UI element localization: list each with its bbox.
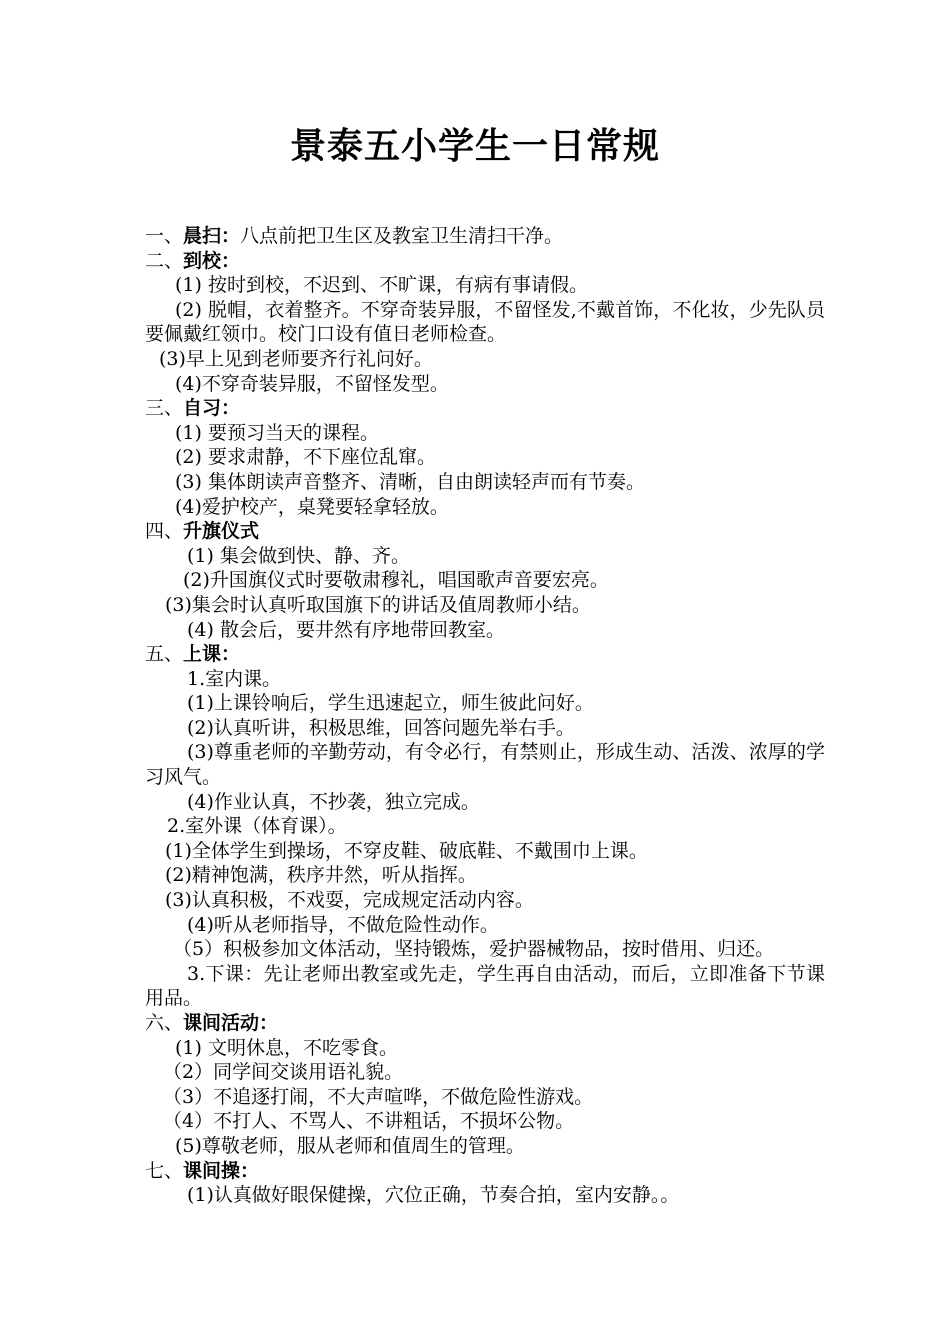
section-number: 七、 <box>145 1159 184 1182</box>
line-text: (1)认真做好眼保健操，穴位正确，节奏合拍，室内安静。。 <box>187 1184 680 1207</box>
rule-item <box>145 618 825 643</box>
rule-item <box>145 667 825 692</box>
line-text: (1) 集会做到快、静、齐。 <box>187 544 410 567</box>
section-label: 到校： <box>183 249 241 272</box>
section-number: 四、 <box>145 520 184 543</box>
rule-item <box>145 790 825 815</box>
rule-item <box>145 814 825 839</box>
rule-item <box>145 445 825 470</box>
line-text: (1)上课铃响后，学生迅速起立，师生彼此问好。 <box>187 692 594 715</box>
section-label: 上课： <box>183 643 241 666</box>
section-heading <box>145 1011 825 1036</box>
line-text: (5)尊敬老师，服从老师和值周生的管理。 <box>175 1134 525 1157</box>
line-text: (3)认真积极，不戏耍，完成规定活动内容。 <box>165 889 534 912</box>
section-heading <box>145 519 825 544</box>
rule-item <box>145 495 825 520</box>
rule-item <box>145 470 825 495</box>
section-heading <box>145 224 825 249</box>
section-number: 五、 <box>145 643 184 666</box>
rule-item <box>145 839 825 864</box>
line-text: (3)集会时认真听取国旗下的讲话及值周教师小结。 <box>165 593 591 616</box>
line-text: (3)尊重老师的辛勤劳动，有令必行，有禁则止，形成生动、活泼、浓厚的学习风气。 <box>145 741 825 789</box>
rule-item <box>145 1060 825 1085</box>
line-text: (3) 集体朗读声音整齐、清晰，自由朗读轻声而有节奏。 <box>175 470 645 493</box>
line-text: 1.室内课。 <box>187 667 282 690</box>
line-text: (1) 文明休息，不吃零食。 <box>175 1036 398 1059</box>
line-text: (4)听从老师指导，不做危险性动作。 <box>187 913 499 936</box>
section-number: 二、 <box>145 249 184 272</box>
section-label: 升旗仪式 <box>183 520 260 543</box>
line-text: (2)认真听讲，积极思维，回答问题先举右手。 <box>187 716 575 739</box>
line-text: (4) 散会后，要井然有序地带回教室。 <box>187 618 505 641</box>
line-text: 3.下课：先让老师出教室或先走，学生再自由活动，而后，立即准备下节课用品。 <box>145 962 825 1010</box>
line-text: 2.室外课（体育课）。 <box>167 815 347 838</box>
rule-item <box>145 937 825 962</box>
line-text: （3）不追逐打闹，不大声喧哗，不做危险性游戏。 <box>163 1085 594 1108</box>
line-text: (2) 脱帽，衣着整齐。不穿奇装异服，不留怪发,不戴首饰，不化妆，少先队员要佩戴红领巾。校门口设有值日老师检查。 <box>145 298 825 346</box>
rule-item <box>145 716 825 741</box>
section-heading <box>145 642 825 667</box>
line-text: (1) 要预习当天的课程。 <box>175 421 379 444</box>
rule-item <box>145 962 825 1011</box>
line-text: (1) 按时到校，不迟到、不旷课，有病有事请假。 <box>175 274 588 297</box>
rule-item <box>145 273 825 298</box>
line-text: （4）不打人、不骂人、不讲粗话，不损坏公物。 <box>163 1110 575 1133</box>
rule-item <box>145 593 825 618</box>
line-text: (1)全体学生到操场，不穿皮鞋、破底鞋、不戴围巾上课。 <box>165 839 648 862</box>
line-text: (2) 要求肃静，不下座位乱窜。 <box>175 446 436 469</box>
rule-item <box>145 298 825 347</box>
line-text: (2)精神饱满，秩序井然，听从指挥。 <box>165 864 477 887</box>
rule-item <box>145 913 825 938</box>
line-text: (4)爱护校产，桌凳要轻拿轻放。 <box>175 495 449 518</box>
line-text: (3)早上见到老师要齐行礼问好。 <box>159 347 433 370</box>
section-number: 三、 <box>145 397 184 420</box>
section-heading <box>145 249 825 274</box>
section-label: 自习： <box>183 397 241 420</box>
section-heading <box>145 1159 825 1184</box>
rule-item <box>145 691 825 716</box>
line-text: (2)升国旗仪式时要敬肃穆礼，唱国歌声音要宏亮。 <box>183 569 609 592</box>
line-text: （5）积极参加文体活动，坚持锻炼，爱护器械物品，按时借用、归还。 <box>173 938 775 961</box>
rule-item <box>145 1183 825 1208</box>
line-text: (4)作业认真，不抄袭，独立完成。 <box>187 790 480 813</box>
rule-item <box>145 1134 825 1159</box>
section-heading <box>145 396 825 421</box>
line-text: 八点前把卫生区及教室卫生清扫干净。 <box>240 225 564 247</box>
section-number: 六、 <box>145 1012 184 1034</box>
line-text: （2）同学间交谈用语礼貌。 <box>163 1061 404 1084</box>
section-label: 课间活动： <box>183 1012 279 1034</box>
rule-item <box>145 568 825 593</box>
rule-item <box>145 1109 825 1134</box>
rule-item <box>145 1085 825 1110</box>
rule-item <box>145 372 825 397</box>
rule-item <box>145 888 825 913</box>
page-title: 景泰五小学生一日常规 <box>289 126 660 167</box>
document-body <box>145 224 825 1208</box>
rule-item <box>145 863 825 888</box>
line-text: (4)不穿奇装异服，不留怪发型。 <box>175 372 449 395</box>
section-label: 课间操： <box>183 1159 260 1182</box>
rule-item <box>145 421 825 446</box>
section-number: 一、 <box>145 225 184 247</box>
rule-item <box>145 347 825 372</box>
rule-item <box>145 544 825 569</box>
rule-item <box>145 1036 825 1061</box>
rule-item <box>145 740 825 789</box>
section-label: 晨扫： <box>183 225 241 247</box>
